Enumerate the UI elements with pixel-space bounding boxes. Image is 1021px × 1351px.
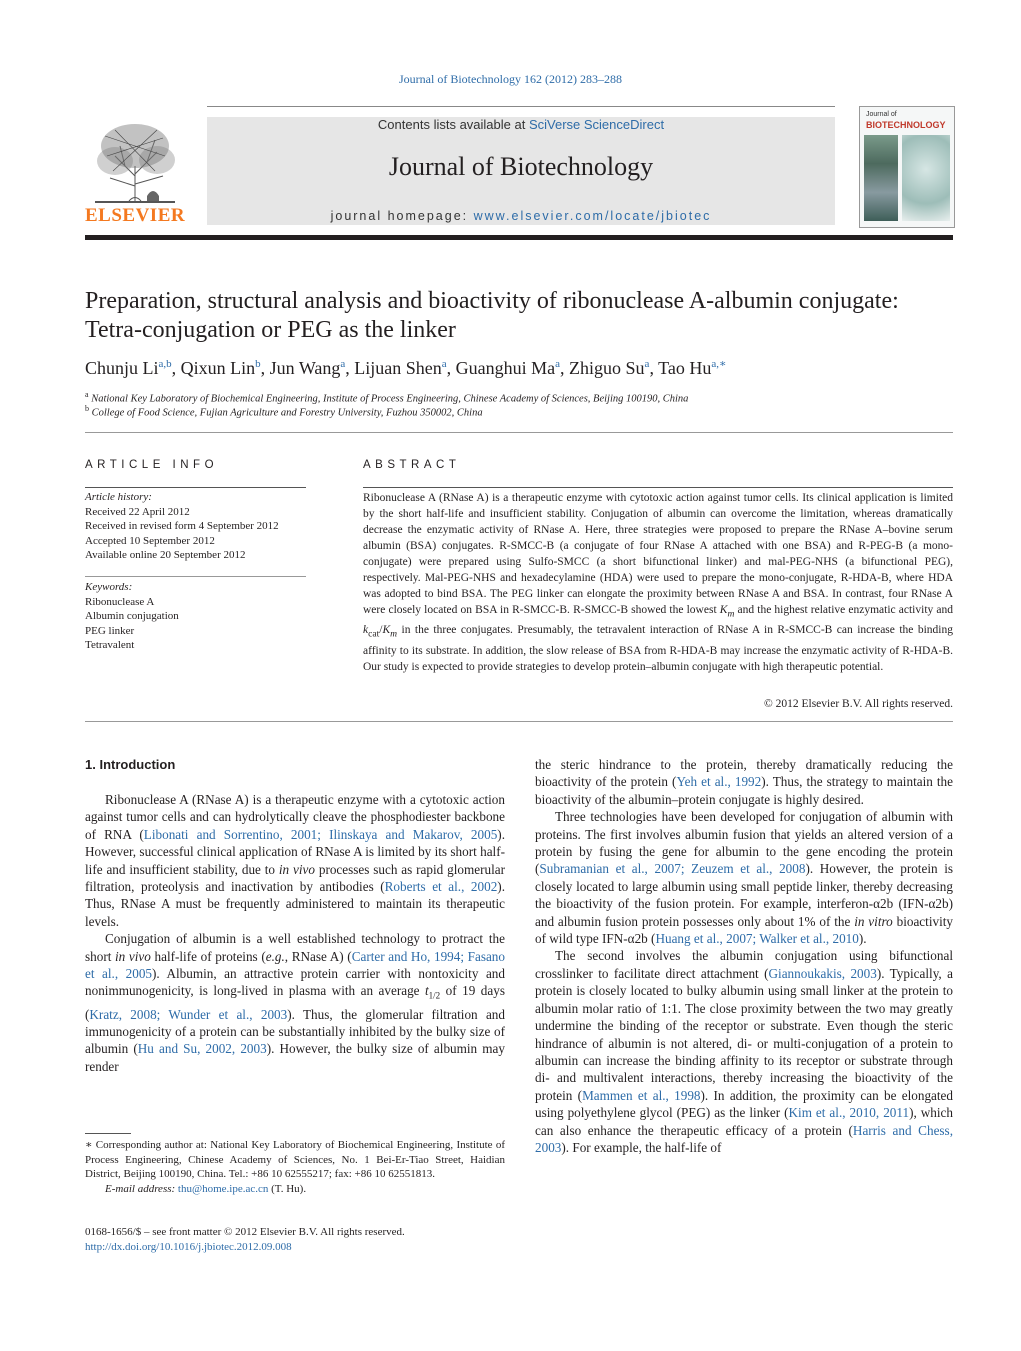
- author-separator: ,: [345, 358, 355, 378]
- journal-citation-link[interactable]: Journal of Biotechnology 162 (2012) 283–288: [399, 72, 622, 86]
- title-rule: [85, 432, 953, 433]
- article-history: [85, 490, 310, 563]
- contents-line: [207, 117, 835, 132]
- citation-link[interactable]: Roberts et al., 2002: [384, 879, 498, 895]
- citation-link[interactable]: Hu and Su, 2002, 2003: [137, 1041, 267, 1057]
- keywords: [85, 580, 310, 653]
- author-affiliation-mark[interactable]: a: [441, 358, 447, 370]
- email-link[interactable]: thu@home.ipe.ac.cn: [177, 1182, 269, 1195]
- intro-heading: 1. Introduction: [85, 757, 176, 772]
- homepage-link[interactable]: www.elsevier.com/locate/jbiotec: [473, 209, 712, 223]
- intro-paragraph-4: The second involves the albumin conjugation using bifunctional crosslinker to facilitate direct attachment (Giannoukakis, 2003). Typically, a protein is closely located to bulky albumin using small linker at the protein to albumin molar ratio of 1:1. The close proximity between the two may greatly undermine the binding of the receptor or substrate. Even though the steric hindrance of albumin is not altered, di- or multi-conjugation of a protein to albumin can increase the binding affinity to its receptor or substrate through di- and multivalent interactions, thereby increasing the bioactivity of the protein (Mammen et al., 1998). In addition, the proximity can be elongated using polyethylene glycol (PEG) as the linker (Kim et al., 2010, 2011), which can also enhance the therapeutic efficacy of a protein (Harris and Chess, 2003). For example, the half-life of: [535, 948, 954, 1155]
- history-label: Article history:: [85, 491, 152, 503]
- cover-line-1: Journal of: [866, 111, 897, 118]
- footnote-rule: [85, 1133, 131, 1134]
- author-name[interactable]: Zhiguo Su: [569, 358, 645, 378]
- author-name[interactable]: Tao Hu: [658, 358, 712, 378]
- author-name[interactable]: Lijuan Shen: [354, 358, 442, 378]
- history-revised: Received in revised form 4 September 2012: [85, 520, 279, 532]
- header-top-rule: [207, 106, 835, 107]
- author-name[interactable]: Jun Wang: [269, 358, 341, 378]
- article-info-heading: ARTICLE INFO: [85, 459, 219, 471]
- citation-link[interactable]: Giannoukakis, 2003: [768, 965, 877, 981]
- author-separator: ,: [560, 358, 570, 378]
- journal-name: Journal of Biotechnology: [388, 152, 654, 181]
- citation-link[interactable]: Yeh et al., 1992: [676, 774, 762, 790]
- citation-link[interactable]: Kim et al., 2010, 2011: [788, 1105, 910, 1121]
- issn-block: [85, 1225, 505, 1255]
- keyword-item: Ribonuclease A: [85, 595, 155, 608]
- author-name[interactable]: Qixun Lin: [180, 358, 256, 378]
- author-separator: ,: [260, 358, 270, 378]
- header-thick-rule: [85, 235, 953, 240]
- author-affiliation-mark[interactable]: b: [255, 358, 261, 370]
- abstract-rule: [363, 487, 953, 488]
- citation-link[interactable]: Huang et al., 2007; Walker et al., 2010: [655, 931, 859, 947]
- citation-link[interactable]: Subramanian et al., 2007; Zeuzem et al., 2008: [539, 861, 806, 877]
- author-name[interactable]: Guanghui Ma: [455, 358, 556, 378]
- intro-paragraph-2: Conjugation of albumin is a well established technology to protract the short in vivo half-life of proteins (e.g., RNase A) (Carter and Ho, 1994; Fasano et al., 2005). Albumin, an attractive protein carrier with nontoxicity and nonimmunogenicity, is long-lived in plasma with an average $t_{1/2}$ of 19 days (Kratz, 2008; Wunder et al., 2003). Thus, the glomerular filtration and immunogenicity of a protein can be substantially inhibited by the bulky size of albumin (Hu and Su, 2002, 2003). However, the bulky size of albumin may render: [85, 931, 505, 1074]
- history-received: Received 22 April 2012: [85, 505, 190, 518]
- citation-link[interactable]: Kratz, 2008; Wunder et al., 2003: [89, 1006, 288, 1022]
- history-online: Available online 20 September 2012: [85, 549, 246, 561]
- abstract-bottom-rule: [85, 721, 953, 722]
- history-accepted: Accepted 10 September 2012: [85, 534, 215, 547]
- author-separator: ,: [171, 358, 181, 378]
- article-info-rule: [85, 487, 306, 488]
- author-affiliation-mark[interactable]: a: [340, 358, 346, 370]
- author-affiliation-mark[interactable]: a,∗: [711, 358, 727, 370]
- left-column: [85, 791, 505, 1075]
- right-column: [535, 756, 953, 1156]
- cover-line-2: BIOTECHNOLOGY: [866, 120, 946, 130]
- citation-link[interactable]: Carter and Ho, 1994; Fasano et al., 2005: [85, 948, 505, 982]
- author-separator: ,: [446, 358, 456, 378]
- citation-link[interactable]: Libonati and Sorrentino, 2001; Ilinskaya and Makarov, 2005: [143, 826, 498, 842]
- intro-paragraph-continued: the steric hindrance to the protein, thereby dramatically reducing the bioactivity of the protein (Yeh et al., 1992). Thus, the strategy to maintain the bioactivity of the albumin–protein conjugate is highly desired.: [535, 757, 953, 807]
- journal-cover-thumbnail[interactable]: [859, 106, 955, 228]
- citation-link[interactable]: Mammen et al., 1998: [582, 1087, 701, 1103]
- intro-paragraph-3: Three technologies have been developed for conjugation of albumin with proteins. The first involves albumin fusion that yields an altered version of a protein by fusing the gene for albumin to the gene encoding the protein (Subramanian et al., 2007; Zeuzem et al., 2008). However, the protein is closely located to large albumin using small peptide linker, thereby decreasing the bioactivity of the fusion protein. For example, interferon-α2b (IFN-α2b) and albumin fusion protein possesses only about 1% of the in vitro bioactivity of wild type IFN-α2b (Huang et al., 2007; Walker et al., 2010).: [535, 809, 953, 947]
- sciverse-link[interactable]: SciVerse ScienceDirect: [528, 117, 665, 132]
- intro-paragraph-1: Ribonuclease A (RNase A) is a therapeutic enzyme with a cytotoxic action against tumor cells and can hydrolytically cleave the phosphodiester backbone of RNA (Libonati and Sorrentino, 2001; Ilinskaya and Makarov, 2005). However, successful clinical application of RNase A is limited by its short half-life and insufficient stability, due to in vivo processes such as rapid glomerular filtration, proteolysis and inactivation by antibodies (Roberts et al., 2002). Thus, RNase A must be frequently administered to maintain its therapeutic levels.: [85, 792, 505, 929]
- cover-image-strip: [864, 135, 898, 221]
- keyword-item: Albumin conjugation: [85, 610, 179, 622]
- author-affiliation-mark[interactable]: a,b: [158, 358, 172, 370]
- article-title: Preparation, structural analysis and bioactivity of ribonuclease A-albumin conjugate: Tetra-conjugation or PEG as the linker: [85, 288, 899, 343]
- corresponding-author-footnote: [85, 1138, 505, 1196]
- abstract-text: Ribonuclease A (RNase A) is a therapeutic enzyme with cytotoxic action against tumor cells. Its clinical application is limited by the short half-life and insufficient stability. Conjugation of albumin can overcome the limitation, whereas dramatically decrease the enzymatic activity of RNase A. Here, three strategies were proposed to prepare the RNase A–bovine serum albumin (BSA) conjugates. R-SMCC-B (a conjugate of four RNase A attached with one BSA) and R-PEG-B (a mono-conjugate) were prepared using Sulfo-SMCC (a short bifunctional linker) and mal-PEG-NHS (a bifunctional PEG), respectively. Mal-PEG-NHS and hexadecylamine (HDA) were used to prepare the mono-conjugate, R-HDA-B, where HDA was adopted to bind BSA. The PEG linker can elongate the proximity between RNase A and BSA. In contrast, four RNase A were closely located on BSA in R-SMCC-B. R-SMCC-B showed the lowest $K_m$ and the highest relative enzymatic activity and $k_{cat}/K_m$ in the three conjugates. Presumably, the tetravalent interaction of RNase A in R-SMCC-B can increase the binding affinity to its substrate. In addition, the slow release of BSA from R-HDA-B may increase the enzymatic activity of R-HDA-B. Our study is expected to provide strategies to develop protein–albumin conjugate with high therapeutic potential.: [363, 492, 954, 673]
- author-name[interactable]: Chunju Li: [85, 358, 159, 378]
- email-line: E-mail address: thu@home.ipe.ac.cn (T. Hu).: [105, 1182, 307, 1195]
- contents-prefix: Contents lists available at: [377, 117, 529, 132]
- homepage-prefix: journal homepage:: [330, 209, 474, 223]
- homepage-line: [207, 209, 835, 223]
- cover-image-main: [902, 135, 950, 221]
- affiliation-b: $^b$ College of Food Science, Fujian Agriculture and Forestry University, Fuzhou 350002, China: [85, 404, 483, 419]
- citation-link[interactable]: Harris and Chess, 2003: [535, 1122, 953, 1155]
- keywords-label: Keywords:: [85, 581, 133, 593]
- keywords-rule: [85, 576, 306, 577]
- elsevier-wordmark: ELSEVIER: [85, 205, 186, 226]
- author-affiliation-mark[interactable]: a: [555, 358, 561, 370]
- keyword-item: Tetravalent: [85, 639, 135, 651]
- author-list: [85, 357, 955, 379]
- author-affiliation-mark[interactable]: a: [644, 358, 650, 370]
- corresponding-author-text: ∗ Corresponding author at: National Key Laboratory of Biochemical Engineering, Institute of Process Engineering, Chinese Academy of Sciences, No. 1 Bei-Er-Tiao Street, Haidian District, Beijing 100190, China. Tel.: +86 10 62555217; fax: +86 10 62551813.: [85, 1139, 505, 1180]
- abstract-heading: ABSTRACT: [363, 459, 461, 471]
- author-separator: ,: [649, 358, 659, 378]
- abstract-copyright: © 2012 Elsevier B.V. All rights reserved.: [764, 698, 953, 710]
- doi-link[interactable]: http://dx.doi.org/10.1016/j.jbiotec.2012.09.008: [85, 1241, 292, 1253]
- keyword-item: PEG linker: [85, 624, 135, 637]
- affiliation-a: $^a$ National Key Laboratory of Biochemical Engineering, Institute of Process Engineering, Chinese Academy of Sciences, Beijing 100190, China: [85, 390, 689, 405]
- issn-line: 0168-1656/$ – see front matter © 2012 Elsevier B.V. All rights reserved.: [85, 1226, 405, 1238]
